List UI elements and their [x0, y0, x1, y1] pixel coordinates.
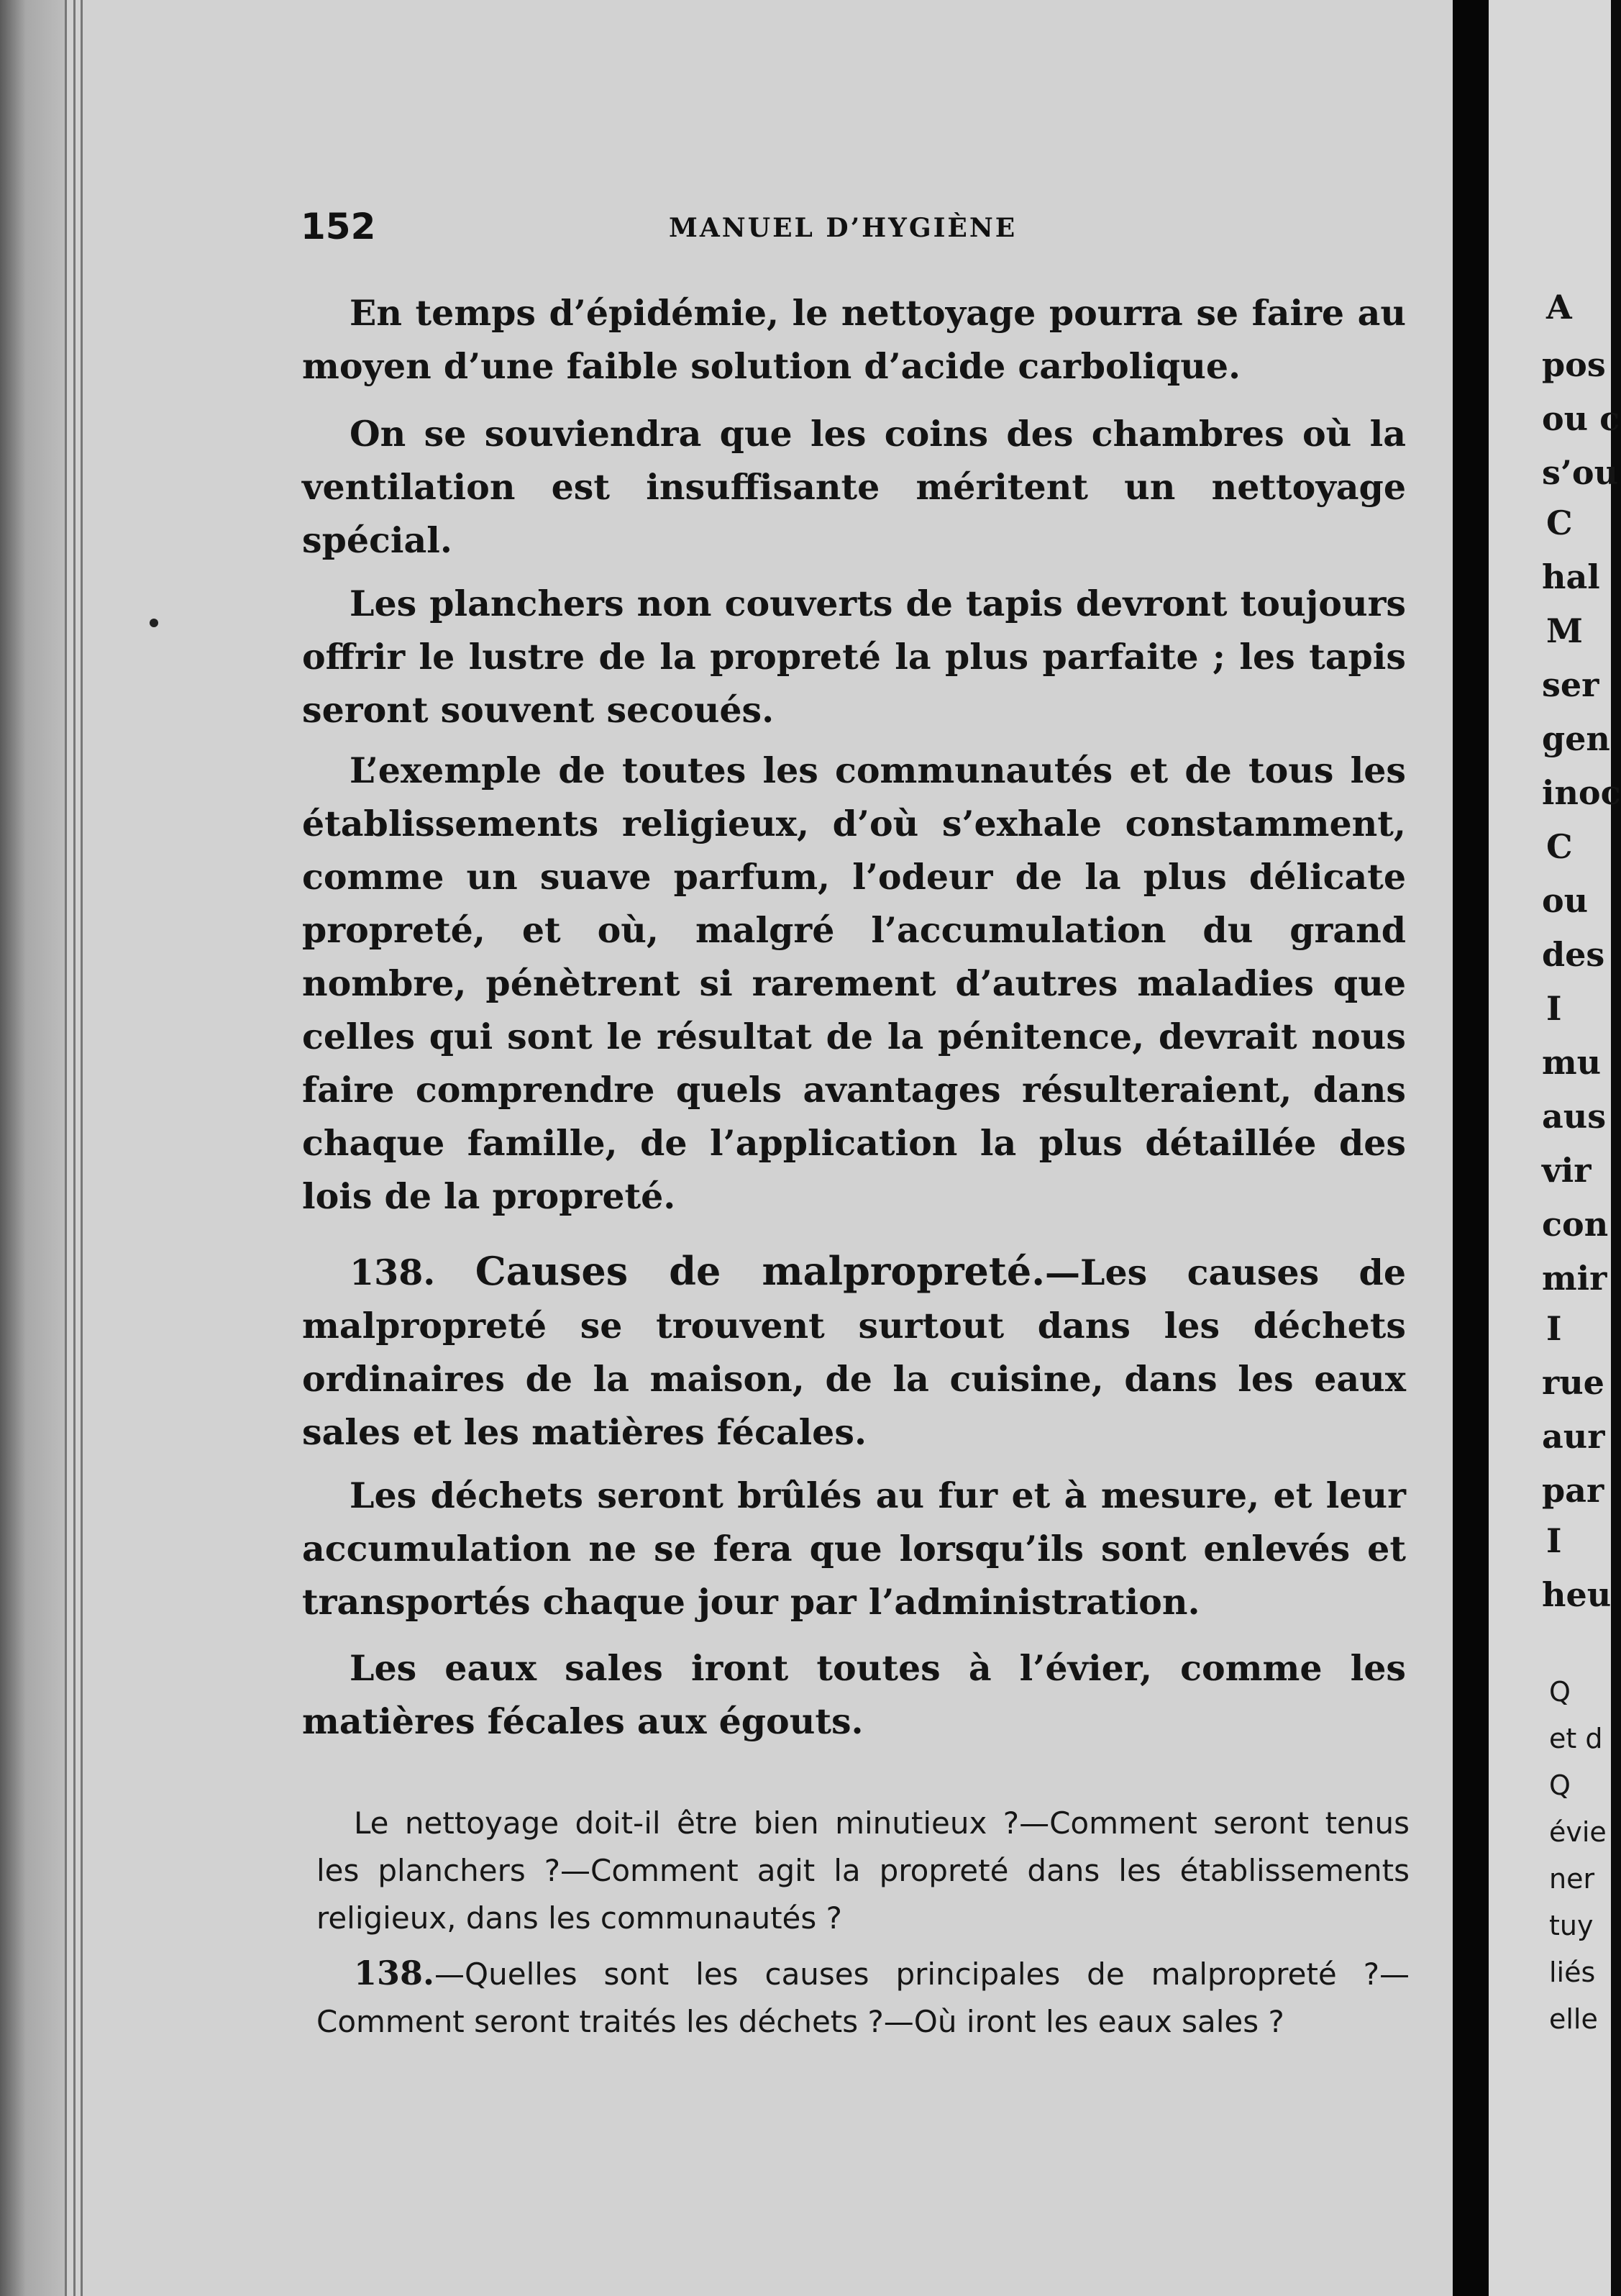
facing-text-line: gen: [1542, 719, 1610, 758]
book-binding-edge: [0, 0, 65, 2296]
facing-question-line: et d: [1549, 1723, 1603, 1754]
facing-text-line: I: [1546, 1309, 1562, 1348]
facing-question-line: tuy: [1549, 1910, 1594, 1941]
section-text: —Les causes de malpropreté se trouvent surtout dans les déchets ordinaires de la maison, de la cuisine, dans les eaux sales et les matières fécales.: [302, 1252, 1406, 1453]
facing-text-line: C: [1546, 504, 1573, 542]
facing-text-line: mir: [1542, 1259, 1607, 1298]
body-paragraph: L’exemple de toutes les communautés et de tous les établissements religieux, d’où s’exhale constamment, comme un suave parfum, l’odeur de la plus délicate propreté, et où, malgré l’accumulation du grand nombre, pénètrent si rarement d’autres maladies que celles qui sont le résultat de la pénitence, devrait nous faire comprendre quels avantages résulteraient, dans chaque famille, de l’application la plus détaillée des lois de la propreté.: [302, 750, 1406, 1217]
body-paragraph: On se souviendra que les coins des chambres où la ventilation est insuffisante méritent un nettoyage spécial.: [302, 413, 1406, 561]
running-title: MANUEL D’HYGIÈNE: [669, 213, 1018, 243]
section-title: Causes de malpropreté.: [475, 1248, 1046, 1294]
facing-question-line: évie: [1549, 1816, 1607, 1848]
facing-text-line: ou: [1542, 881, 1589, 920]
ink-speck: [150, 619, 158, 627]
facing-question-line: ner: [1549, 1863, 1595, 1895]
section-paragraph: [302, 1244, 1406, 1459]
facing-text-line: rue: [1542, 1363, 1604, 1402]
section-number: 138.: [350, 1252, 436, 1293]
review-question: Le nettoyage doit-il être bien minutieux ?—Comment seront tenus les planchers ?—Comment agit la propreté dans les établissements religieux, dans les communautés ?: [316, 1805, 1410, 1936]
facing-text-line: I: [1546, 989, 1562, 1028]
facing-text-line: I: [1546, 1521, 1562, 1560]
facing-text-line: ou c: [1542, 399, 1620, 438]
body-paragraph: Les eaux sales iront toutes à l’évier, comme les matières fécales aux égouts.: [302, 1647, 1406, 1742]
facing-question-line: elle: [1549, 2003, 1598, 2035]
facing-text-line: s’ou: [1542, 453, 1619, 492]
question-text: —Quelles sont les causes principales de malpropreté ?—Comment seront traités les déchets ?—Où iront les eaux sales ?: [316, 1956, 1410, 2039]
facing-text-line: des: [1542, 935, 1605, 974]
facing-text-line: ser: [1542, 665, 1599, 704]
page-number: 152: [301, 206, 376, 247]
facing-text-line: con: [1542, 1205, 1609, 1244]
facing-question-line: Q: [1549, 1769, 1571, 1801]
facing-text-line: par: [1542, 1471, 1604, 1510]
book-gutter: [1453, 0, 1489, 2296]
facing-page: [1489, 0, 1621, 2296]
body-paragraph: Les planchers non couverts de tapis devront toujours offrir le lustre de la propreté la plus parfaite ; les tapis seront souvent secoués.: [302, 583, 1406, 731]
body-paragraph: En temps d’épidémie, le nettoyage pourra se faire au moyen d’une faible solution d’acide carbolique.: [302, 292, 1406, 387]
facing-text-line: aur: [1542, 1417, 1605, 1456]
facing-text-line: C: [1546, 827, 1573, 866]
review-question: [316, 1949, 1410, 2046]
facing-text-line: heu: [1542, 1575, 1612, 1614]
facing-text-line: A: [1546, 288, 1572, 327]
page-edge-line: [65, 0, 67, 2296]
facing-text-line: pos: [1542, 345, 1606, 384]
facing-text-line: M: [1546, 611, 1583, 650]
question-number: 138.: [354, 1954, 435, 1992]
facing-text-line: vir: [1542, 1151, 1592, 1190]
facing-text-line: hal: [1542, 557, 1600, 596]
body-paragraph: Les déchets seront brûlés au fur et à mesure, et leur accumulation ne se fera que lorsqu’ils sont enlevés et transportés chaque jour par l’administration.: [302, 1475, 1406, 1623]
facing-text-line: inoc: [1542, 773, 1621, 812]
page-edge-line: [81, 0, 83, 2296]
facing-question-line: Q: [1549, 1676, 1571, 1708]
facing-text-line: aus: [1542, 1097, 1607, 1136]
facing-question-line: liés: [1549, 1956, 1596, 1988]
page-edge-line: [73, 0, 76, 2296]
facing-text-line: mu: [1542, 1043, 1602, 1082]
